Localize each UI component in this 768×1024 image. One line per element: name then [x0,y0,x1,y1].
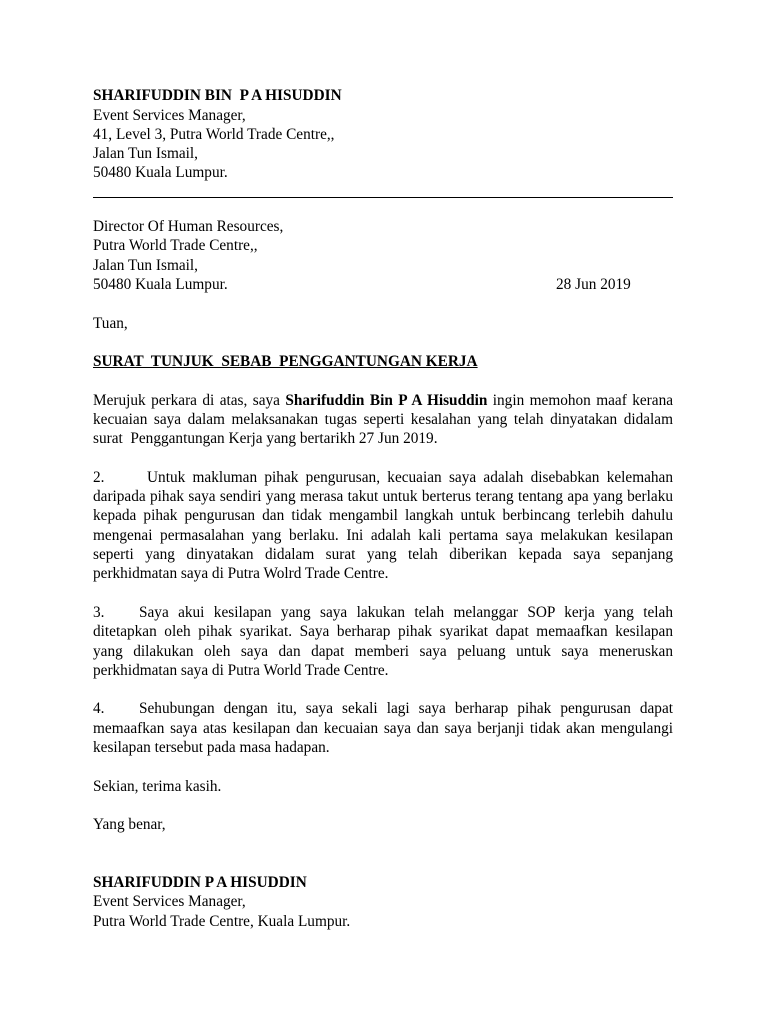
sender-address-line: Jalan Tun Ismail, [93,145,198,163]
paragraph-line [93,603,673,622]
subject-title: SURAT TUNJUK SEBAB PENGGANTUNGAN KERJA [93,353,478,371]
salutation: Tuan, [93,314,128,332]
recipient-block [93,217,673,294]
paragraph-number: 4. [93,700,105,718]
paragraph-line: kesilapan tersebut pada masa hadapan. [93,739,330,757]
paragraph-line: perkhidmatan saya di Putra Wolrd Trade Centre. [93,565,389,583]
sender-position: Event Services Manager, [93,106,246,124]
signatory-name: SHARIFUDDIN P A HISUDDIN [93,874,307,892]
letter-body [93,86,673,931]
paragraph-line: daripada pihak saya sendiri yang merasa takut untuk berterus terang tentang apa yang berlaku [93,488,673,506]
recipient-title: Director Of Human Resources, [93,218,284,236]
paragraph-line [93,391,673,410]
paragraph-line: memaafkan saya atas kesilapan dan kecuaian saya dan saya berjanji tidak akan mengulangi [93,719,673,737]
paragraph-line: kecuaian saya dalam melaksanakan tugas seperti kesalahan yang telah dinyatakan didalam [93,411,673,428]
paragraph-line: kepada pihak pengurusan dan tidak mengambil langkah untuk berbincang terlebih dahulu [93,507,673,525]
paragraph-text: Merujuk perkara di atas, saya [93,391,286,409]
sign-off: Yang benar, [93,816,166,834]
writer-name: Sharifuddin Bin P A Hisuddin [285,391,488,409]
paragraph-line [93,699,673,718]
paragraph-text: Saya akui kesilapan yang saya lakukan telah melanggar SOP kerja yang telah [139,603,673,621]
paragraph-line: perkhidmatan saya di Putra World Trade Centre. [93,661,389,679]
paragraph-1 [93,391,673,449]
sender-address-line: 50480 Kuala Lumpur. [93,164,228,182]
paragraph-3 [93,603,673,680]
paragraph-text: Untuk makluman pihak pengurusan, kecuaian saya adalah disebabkan kelemahan [147,468,673,486]
header-divider-line [93,183,673,198]
recipient-address-line: 50480 Kuala Lumpur. [93,275,228,293]
sender-name: SHARIFUDDIN BIN P A HISUDDIN [93,87,342,105]
paragraph-text: Sehubungan dengan itu, saya sekali lagi saya berharap pihak pengurusan dapat [139,700,673,718]
letter-date: 28 Jun 2019 [556,275,631,293]
sender-address-line: 41, Level 3, Putra World Trade Centre,, [93,125,335,143]
sender-block [93,86,673,182]
signature-block [93,873,673,931]
paragraph-text: ingin memohon maaf kerana [487,391,674,409]
paragraph-line: ditetapkan oleh pihak syarikat. Saya berharap pihak syarikat dapat memaafkan kesilapan [93,623,673,641]
signatory-position: Event Services Manager, [93,893,246,911]
paragraph-4 [93,699,673,757]
closing-remark: Sekian, terima kasih. [93,777,222,795]
paragraph-line: yang dilakukan oleh saya dan dapat memberi saya peluang untuk saya meneruskan [93,642,673,660]
paragraph-2 [93,468,673,584]
recipient-address-line: Jalan Tun Ismail, [93,256,198,274]
recipient-address-line: Putra World Trade Centre,, [93,237,258,255]
paragraph-line: mengenai permasalahan yang berlaku. Ini adalah kali pertama saya melakukan kesilapan [93,526,673,544]
paragraph-line: seperti yang dinyatakan didalam surat yang telah diberikan kepada saya sepanjang [93,546,673,564]
subject-line [93,352,673,371]
paragraph-number: 3. [93,603,105,621]
paragraph-line [93,468,673,487]
recipient-postcode-date-row [93,275,673,294]
paragraph-number: 2. [93,468,105,486]
paragraph-line: surat Penggantungan Kerja yang bertarikh 27 Jun 2019. [93,430,438,448]
signatory-organization: Putra World Trade Centre, Kuala Lumpur. [93,912,351,930]
